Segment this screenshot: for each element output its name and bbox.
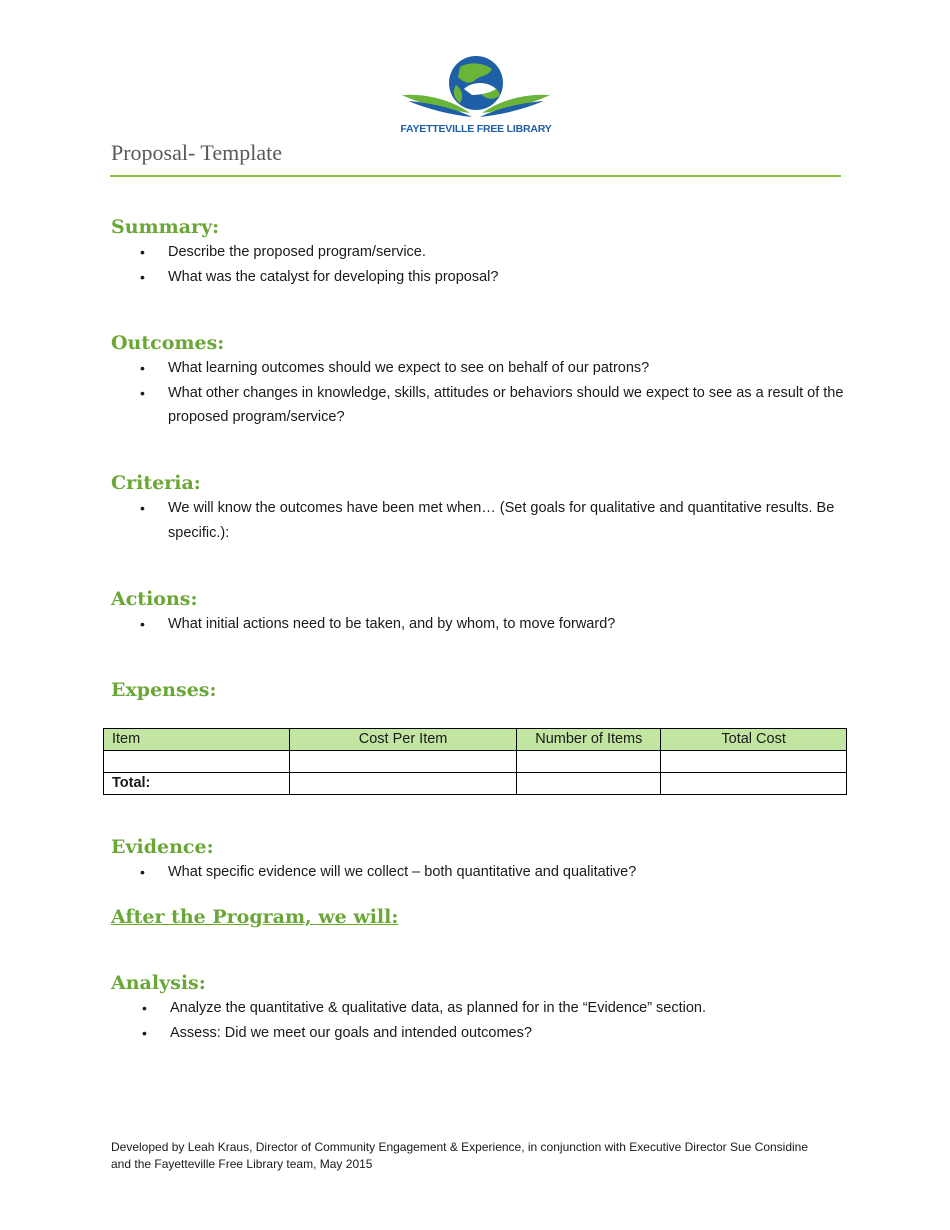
col-header-total-cost: Total Cost — [661, 729, 847, 751]
library-logo — [398, 55, 554, 139]
col-header-item: Item — [104, 729, 290, 751]
table-row — [104, 751, 847, 773]
outcomes-section — [111, 330, 858, 430]
summary-heading: Summary: — [111, 216, 220, 238]
table-cell[interactable] — [661, 751, 847, 773]
logo-text: FAYETTEVILLE FREE LIBRARY — [400, 123, 552, 135]
table-row — [104, 773, 847, 795]
actions-section — [111, 586, 858, 637]
title-divider — [110, 175, 841, 177]
list-item: • What was the catalyst for developing this proposal? — [140, 268, 499, 285]
total-label: Total: — [104, 773, 290, 795]
table-cell[interactable] — [517, 751, 661, 773]
list-item: • Describe the proposed program/service. — [140, 244, 426, 260]
table-cell[interactable] — [517, 773, 661, 795]
table-cell[interactable] — [661, 773, 847, 795]
list-item: • What initial actions need to be taken, and by whom, to move forward? — [140, 616, 616, 632]
table-cell[interactable] — [104, 751, 290, 773]
criteria-list — [111, 496, 858, 545]
expenses-heading: Expenses: — [111, 679, 217, 701]
criteria-section — [111, 470, 858, 545]
analysis-section — [111, 970, 860, 1045]
expenses-section — [111, 677, 217, 703]
table-cell[interactable] — [289, 773, 517, 795]
evidence-section — [111, 834, 858, 885]
criteria-heading: Criteria: — [111, 472, 201, 494]
col-header-number-of-items: Number of Items — [517, 729, 661, 751]
expenses-table — [103, 728, 847, 795]
list-item: • Analyze the quantitative & qualitative data, as planned for in the “Evidence” section. — [142, 1000, 707, 1016]
list-item: • We will know the outcomes have been met when… (Set goals for qualitative and quantitative results. Be specific.): — [140, 500, 835, 541]
after-program-section — [111, 904, 398, 930]
evidence-heading: Evidence: — [111, 836, 214, 858]
outcomes-heading: Outcomes: — [111, 332, 225, 354]
list-item: • What other changes in knowledge, skills, attitudes or behaviors should we expect to see as a result of the proposed program/service? — [140, 384, 844, 425]
summary-list — [111, 240, 858, 289]
after-program-heading: After the Program, we will: — [111, 906, 399, 928]
globe-hands-icon — [398, 55, 554, 125]
evidence-list — [111, 860, 858, 885]
actions-heading: Actions: — [111, 588, 198, 610]
analysis-heading: Analysis: — [111, 972, 206, 994]
list-item: • What learning outcomes should we expect to see on behalf of our patrons? — [140, 360, 650, 376]
actions-list — [111, 612, 858, 637]
table-header-row — [104, 729, 847, 751]
list-item: • Assess: Did we meet our goals and intended outcomes? — [142, 1024, 532, 1041]
outcomes-list — [111, 356, 858, 430]
table-cell[interactable] — [289, 751, 517, 773]
col-header-cost-per-item: Cost Per Item — [289, 729, 517, 751]
footer-credit: Developed by Leah Kraus, Director of Community Engagement & Experience, in conjunction with Executive Director Sue Considine and the Fayetteville Free Library team, May 2015 — [111, 1140, 809, 1171]
analysis-list — [111, 996, 860, 1045]
list-item: • What specific evidence will we collect – both quantitative and qualitative? — [140, 864, 637, 880]
page-title: Proposal- Template — [111, 140, 282, 165]
summary-section — [111, 214, 858, 289]
